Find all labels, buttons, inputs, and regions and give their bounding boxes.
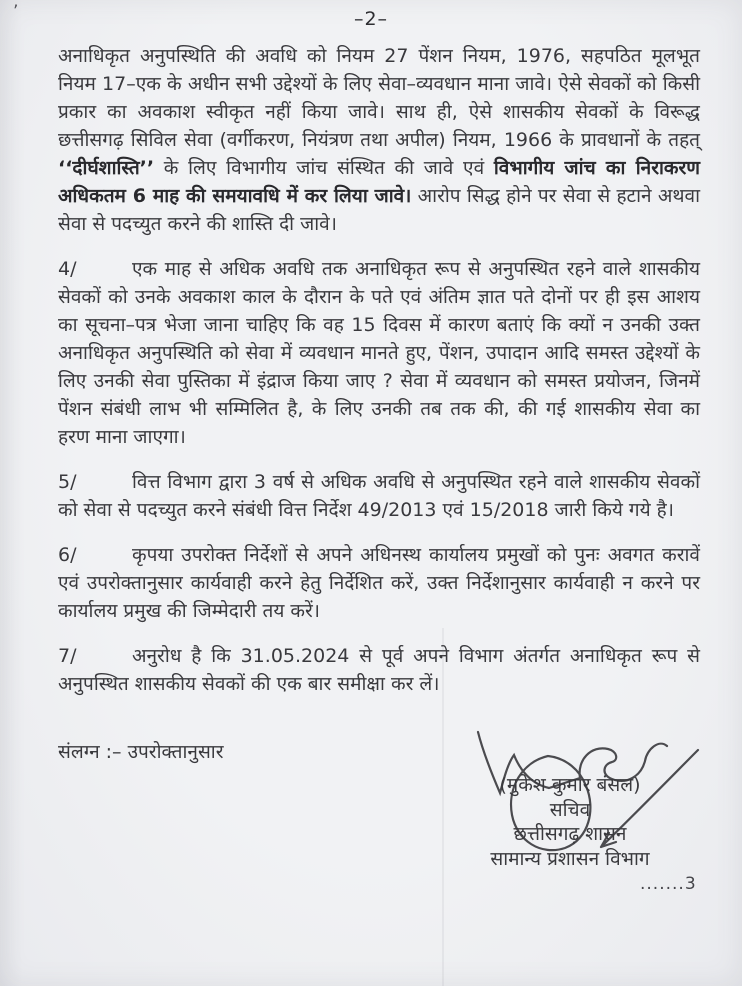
paragraph-text: अनाधिकृत अनुपस्थिति की अवधि को नियम 27 पेंशन नियम, 1976, सहपठित मूलभूत नियम 17–एक के अधीन सभी उद्देश्यों के लिए सेवा–व्यवधान माना जावे। ऐसे सेवकों को किसी प्रकार का अवकाश स्वीकृत नहीं किया जावे। साथ ही, ऐसे शासकीय सेवकों के विरूद्ध छत्तीसगढ़ सिविल सेवा (वर्गीकरण, नियंत्रण तथा अपील) नियम, 1966 के प्रावधानों के तहत् [58, 45, 701, 151]
signatory-name: (मुकेश कुमार बंसल) [499, 774, 641, 796]
paragraph-text: के लिए विभागीय जांच संस्थित की जावे एवं [154, 157, 494, 179]
paragraph-text: अनुरोध है कि 31.05.2024 से पूर्व अपने विभाग अंतर्गत अनाधिकृत रूप से अनुपस्थित शासकीय सेवकों की एक बार समीक्षा कर लें। [58, 645, 700, 695]
continuation-paragraph [58, 42, 700, 238]
next-page-reference: .......3 [640, 874, 697, 894]
letter-body [58, 42, 700, 715]
paragraph-number: 6/ [58, 544, 77, 566]
paragraph-text: कृपया उपरोक्त निर्देशों से अपने अधिनस्थ कार्यालय प्रमुखों को पुनः अवगत करावें एवं उपरोक्तानुसार कार्यवाही करने हेतु निर्देशित करें, उक्त निर्देशानुसार कार्यवाही न करने पर कार्यालय प्रमुख की जिम्मेदारी तय करें। [58, 544, 700, 622]
emphasized-text: विभागीय जांच का निराकरण अधिकतम 6 माह की समयावधि में कर लिया जावे। [58, 157, 700, 207]
paragraph-number: 7/ [58, 645, 77, 667]
paragraph-number: 4/ [58, 258, 77, 280]
paragraph-text: वित्त विभाग द्वारा 3 वर्ष से अधिक अवधि से अनुपस्थित रहने वाले शासकीय सेवकों को सेवा से पदच्युत करने संबंधी वित्त निर्देश 49/2013 एवं 15/2018 जारी किये गये है। [58, 471, 700, 521]
signatory-title: सचिव [549, 798, 591, 821]
attachment-line: संलग्न :– उपरोक्तानुसार [58, 741, 224, 763]
emphasized-text: ‘‘दीर्घशास्ति’’ [58, 157, 155, 179]
paragraph-6 [58, 541, 700, 625]
page-number: –2– [353, 8, 389, 30]
stray-mark: ’ [13, 2, 19, 22]
signature-block [430, 773, 710, 871]
scan-fold-artifact [442, 628, 444, 986]
paragraph-5 [58, 468, 700, 524]
paragraph-number: 5/ [58, 471, 77, 493]
signatory-org-government: छत्तीसगढ़ शासन [513, 823, 627, 845]
paragraph-4 [58, 255, 700, 451]
paragraph-7 [58, 642, 700, 698]
paragraph-text: आरोप सिद्ध होने पर सेवा से हटाने अथवा सेवा से पदच्युत करने की शास्ति दी जावे। [58, 185, 701, 235]
paragraph-text: एक माह से अधिक अवधि तक अनाधिकृत रूप से अनुपस्थित रहने वाले शासकीय सेवकों को उनके अवकाश काल के दौरान के पते एवं अंतिम ज्ञात पते दोनों पर ही इस आशय का सूचना–पत्र भेजा जाना चाहिए कि वह 15 दिवस में कारण बताएं कि क्यों न उनकी उक्त अनाधिकृत अनुपस्थिति को सेवा में व्यवधान मानते हुए, पेंशन, उपादान आदि समस्त उद्देश्यों के लिए उनकी सेवा पुस्तिका में इंद्राज किया जाए ? सेवा में व्यवधान को समस्त प्रयोजन, जिनमें पेंशन संबंधी लाभ भी सम्मिलित है, के लिए उनकी तब तक की, की गई शासकीय सेवा का हरण माना जाएगा। [58, 258, 700, 448]
signatory-org-department: सामान्य प्रशासन विभाग [490, 847, 650, 870]
